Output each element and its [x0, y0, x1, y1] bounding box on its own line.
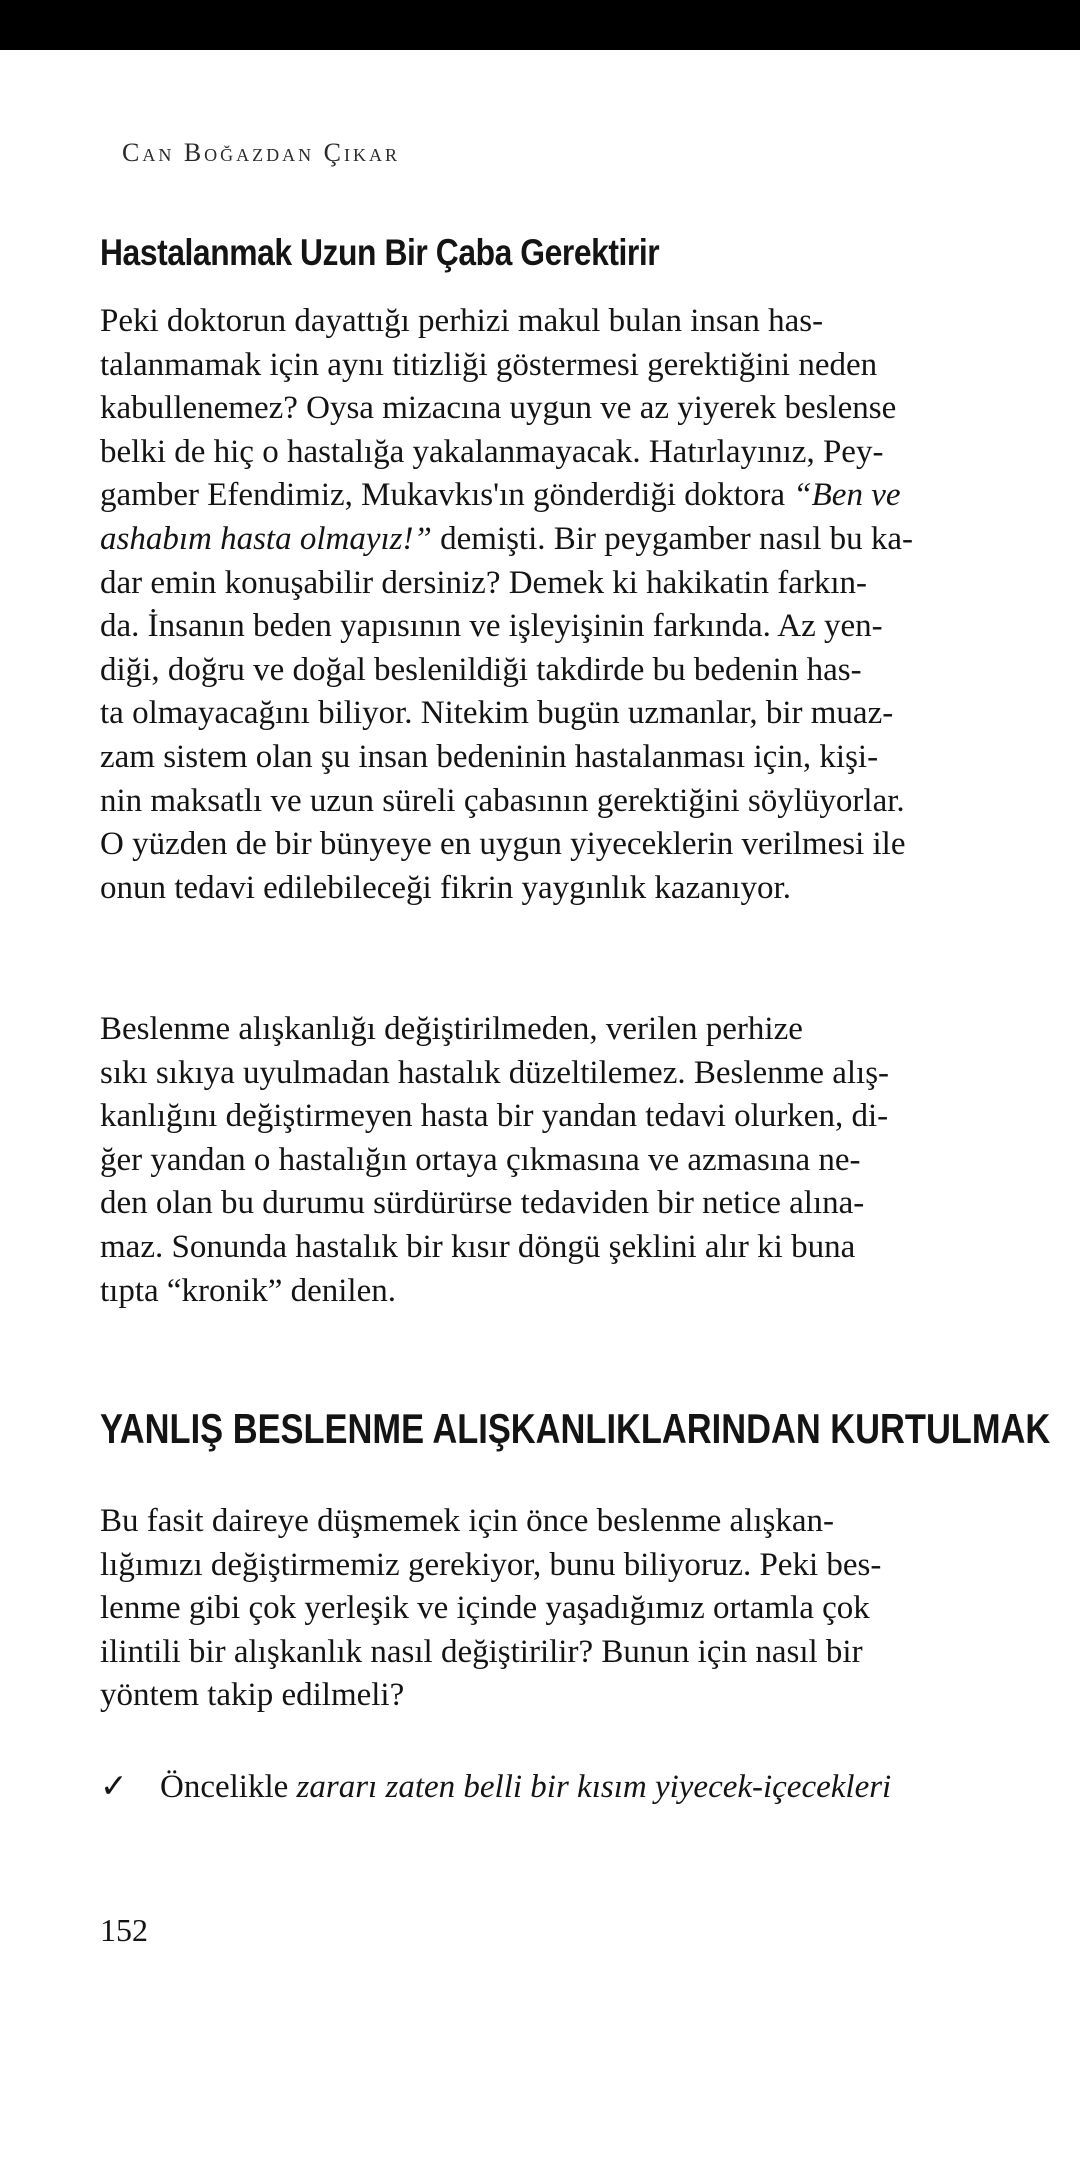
page-number: 152 — [100, 1912, 148, 1948]
bullet-text: Öncelikle — [160, 1769, 297, 1805]
text-line: den olan bu durumu sürdürürse tedaviden bir netice alına- — [100, 1185, 865, 1222]
text-line: lenme gibi çok yerleşik ve içinde yaşadığımız ortamla çok — [100, 1590, 870, 1627]
text-line — [100, 518, 980, 562]
text-line: belki de hiç o hastalığa yakalanmayacak. Hatırlayınız, Pey- — [100, 433, 884, 470]
text-line — [100, 474, 980, 518]
text-line: Beslenme alışkanlığı değiştirilmeden, verilen perhize — [100, 1011, 803, 1047]
text-span: demişti. Bir peygamber nasıl bu ka- — [431, 520, 914, 557]
text-line: Bu fasit daireye düşmemek için önce beslenme alışkan- — [100, 1503, 835, 1539]
text-line: ta olmayacağını biliyor. Nitekim bugün uzmanlar, bir muaz- — [100, 695, 894, 732]
checkmark-icon: ✓ — [100, 1769, 128, 1805]
text-line: lığımızı değiştirmemiz gerekiyor, bunu biliyoruz. Peki bes- — [100, 1546, 882, 1583]
text-line: da. İnsanın beden yapısının ve işleyişinin farkında. Az yen- — [100, 608, 883, 645]
quote-italic: ashabım hasta olmayız!” — [100, 520, 432, 557]
chapter-heading: YANLIŞ BESLENME ALIŞKANLIKLARINDAN KURTULMAK — [100, 1405, 1051, 1452]
running-header: Can Boğazdan Çıkar — [122, 138, 401, 167]
text-line: tıpta “kronik” denilen. — [100, 1272, 396, 1309]
text-line: Peki doktorun dayattığı perhizi makul bulan insan has- — [100, 303, 824, 339]
quote-italic: “Ben ve — [793, 477, 901, 514]
top-black-bar — [0, 0, 1080, 50]
paragraph — [100, 1008, 980, 1313]
text-line: ilintili bir alışkanlık nasıl değiştirilir? Bunun için nasıl bir — [100, 1633, 863, 1670]
text-line: kanlığını değiştirmeyen hasta bir yandan tedavi olurken, di- — [100, 1098, 889, 1135]
text-line: sıkı sıkıya uyulmadan hastalık düzeltilemez. Beslenme alış- — [100, 1054, 890, 1091]
bullet-item — [100, 1765, 1000, 1809]
text-line: ğer yandan o hastalığın ortaya çıkmasına ve azmasına ne- — [100, 1141, 861, 1178]
section-heading: Hastalanmak Uzun Bir Çaba Gerektirir — [100, 232, 660, 273]
text-line: O yüzden de bir bünyeye en uygun yiyeceklerin verilmesi ile — [100, 826, 906, 863]
text-line: diği, doğru ve doğal beslenildiği takdirde bu bedenin has- — [100, 651, 862, 688]
text-span: gamber Efendimiz, Mukavkıs'ın gönderdiği doktora — [100, 477, 786, 514]
text-line: yöntem takip edilmeli? — [100, 1677, 405, 1714]
text-line: nin maksatlı ve uzun süreli çabasının gerektiğini söylüyorlar. — [100, 782, 905, 819]
text-line: dar emin konuşabilir dersiniz? Demek ki hakikatin farkın- — [100, 564, 868, 601]
text-line: kabullenemez? Oysa mizacına uygun ve az yiyerek beslense — [100, 390, 897, 427]
paragraph — [100, 300, 980, 910]
text-line: talanmamak için aynı titizliği göstermesi gerektiğini neden — [100, 346, 878, 383]
bullet-italic-text: zararı zaten belli bir kısım yiyecek-içecekleri — [296, 1769, 892, 1805]
paragraph — [100, 1500, 980, 1718]
text-line: onun tedavi edilebileceği fikrin yaygınlık kazanıyor. — [100, 869, 791, 906]
text-line: zam sistem olan şu insan bedeninin hastalanması için, kişi- — [100, 738, 879, 775]
text-line: maz. Sonunda hastalık bir kısır döngü şeklini alır ki buna — [100, 1228, 856, 1265]
